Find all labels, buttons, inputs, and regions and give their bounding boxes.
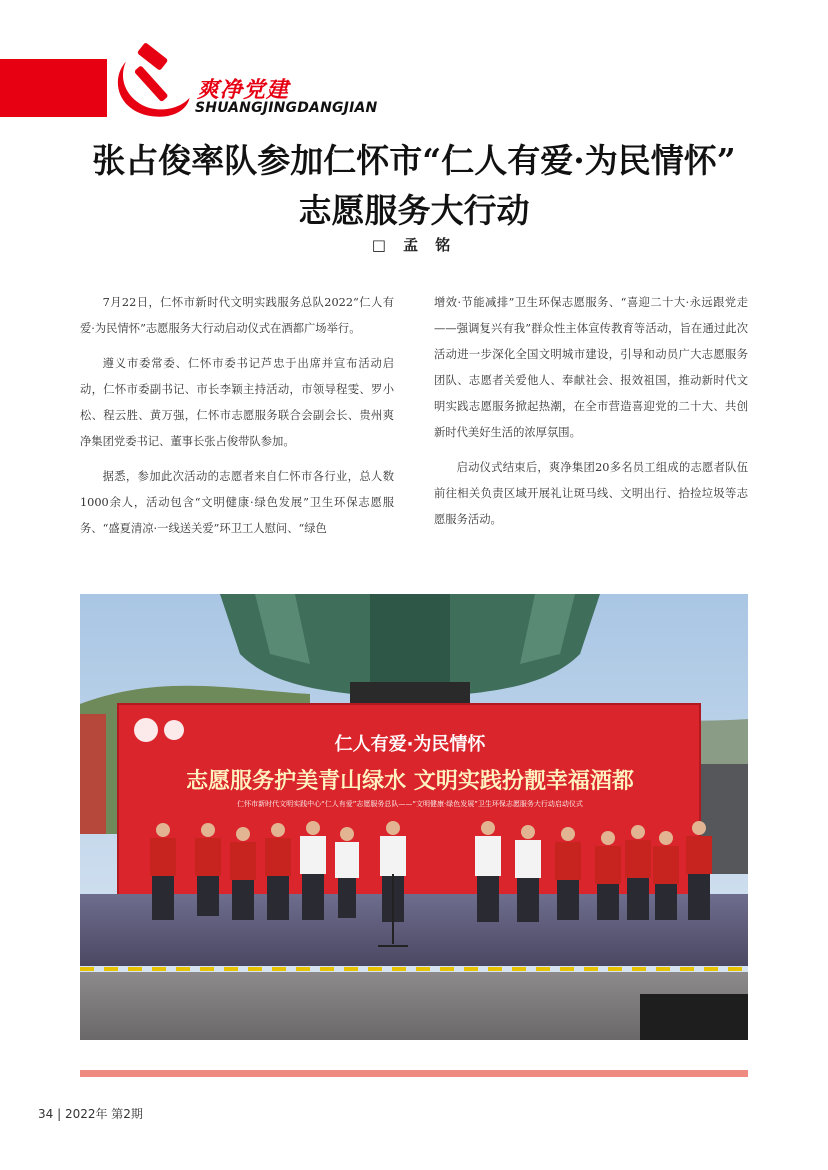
article-title [60,136,768,236]
title-line-1: 张占俊率队参加仁怀市“仁人有爱·为民情怀” [92,141,736,180]
paragraph: 增效·节能减排”卫生环保志愿服务、“喜迎二十大·永远跟党走——强调复兴有我”群众性主体宣传教育等活动，旨在通过此次活动进一步深化全国文明城市建设，引导和动员广大志愿服务团队、志愿者关爱他人、奉献社会、报效祖国，推动新时代文明实践志愿服务掀起热潮，在全市营造喜迎党的二十大、共创新时代美好生活的浓厚氛围。 [434,296,748,439]
party-emblem-icon [107,41,193,127]
page-folio: 34 | 2022年 第2期 [38,1107,143,1121]
event-photo [80,594,748,1040]
bottom-rule [80,1070,748,1077]
section-title: 爽净党建 [197,78,290,103]
paragraph: 遵义市委常委、仁怀市委书记芦忠于出席并宣布活动启动，仁怀市委副书记、市长李颖主持活动，市领导程雯、罗小松、程云胜、黄万强，仁怀市志愿服务联合会副会长、贵州爽净集团党委书记、董事长张占俊带队参加。 [80,357,394,448]
paragraph: 据悉，参加此次活动的志愿者来自仁怀市各行业，总人数1000余人，活动包含“文明健康·绿色发展”卫生环保志愿服务、“盛夏清凉·一线送关爱”环卫工人慰问、“绿色 [80,470,394,535]
article-column-right [434,290,748,542]
paragraph: 7月22日，仁怀市新时代文明实践服务总队2022“仁人有爱·为民情怀”志愿服务大行动启动仪式在酒都广场举行。 [80,296,394,335]
header-red-bar [0,59,107,117]
banner-line-3: 仁怀市新时代文明实践中心“仁人有爱”志愿服务总队——“文明健康·绿色发展”卫生环保志愿服务大行动启动仪式 [237,800,583,808]
title-line-2: 志愿服务大行动 [298,191,530,230]
paragraph: 启动仪式结束后，爽净集团20多名员工组成的志愿者队伍前往相关负责区域开展礼让斑马线、文明出行、拾捡垃圾等志愿服务活动。 [434,461,748,526]
banner-line-2: 志愿服务护美青山绿水 文明实践扮靓幸福酒都 [186,768,634,794]
article-column-left [80,290,394,551]
section-subtitle: SHUANGJINGDANGJIAN [195,100,378,116]
author-byline: □ 孟 铭 [371,236,457,254]
banner-line-1: 仁人有爱·为民情怀 [334,734,486,755]
